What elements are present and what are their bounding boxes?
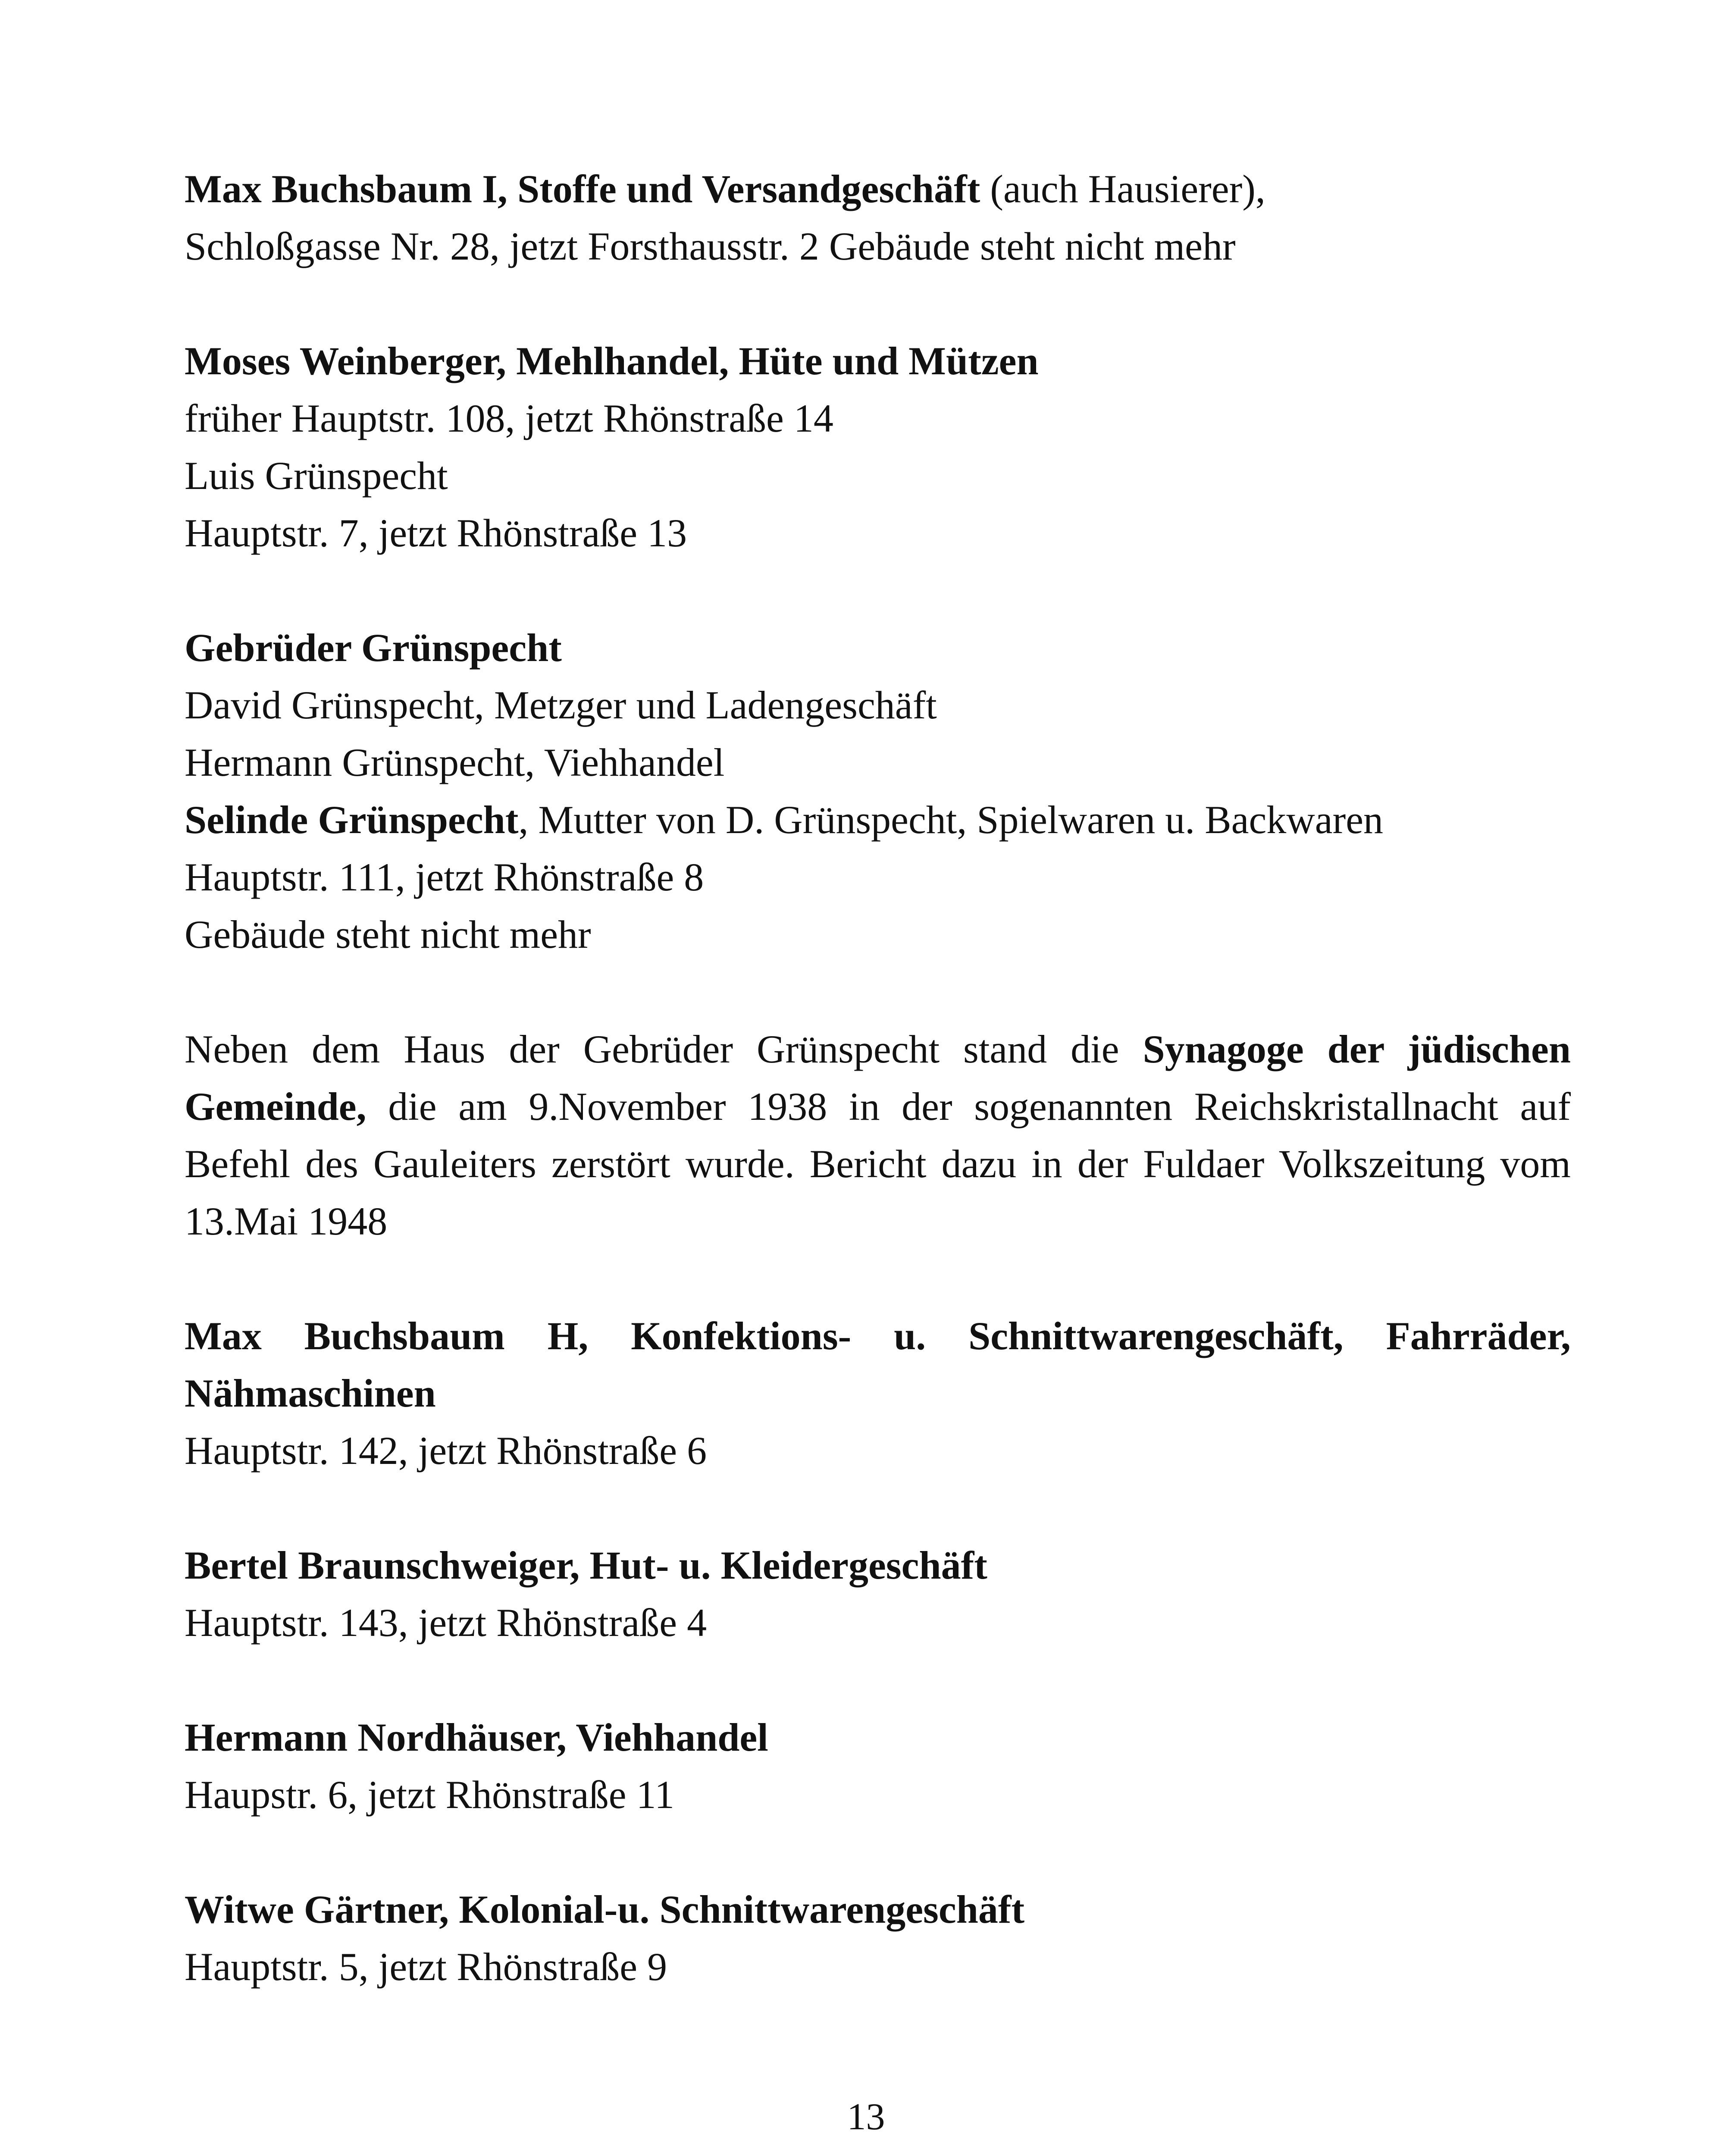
entry-title-line [185, 160, 1571, 218]
entry-address: Haupstr. 6, jetzt Rhönstraße 11 [185, 1773, 675, 1817]
entry-address: Hauptstr. 143, jetzt Rhönstraße 4 [185, 1601, 707, 1645]
entry-title: Witwe Gärtner, Kolonial-u. Schnittwarengeschäft [185, 1887, 1025, 1931]
entry-person: Luis Grünspecht [185, 454, 448, 498]
document-page [185, 160, 1571, 2053]
entry-moses-weinberger [185, 332, 1571, 562]
paragraph-text: Neben dem Haus der Gebrüder Grünspecht stand die [185, 1027, 1143, 1071]
entry-title: Max Buchsbaum I, Stoffe und Versandgeschäft [185, 167, 980, 211]
entry-note: Gebäude steht nicht mehr [185, 912, 591, 956]
entry-address: Hauptstr. 111, jetzt Rhönstraße 8 [185, 855, 704, 899]
entry-title: Hermann Nordhäuser, Viehhandel [185, 1715, 768, 1759]
entry-person-desc: , Mutter von D. Grünspecht, Spielwaren u. Backwaren [518, 798, 1384, 842]
entry-person-name: Selinde Grünspecht [185, 798, 519, 842]
entry-person: Hermann Grünspecht, Viehhandel [185, 740, 725, 784]
entry-address: Schloßgasse Nr. 28, jetzt Forsthausstr. 2 Gebäude steht nicht mehr [185, 224, 1236, 268]
entry-max-buchsbaum-h [185, 1307, 1571, 1479]
entry-person-line [185, 791, 1571, 849]
entry-address: Hauptstr. 142, jetzt Rhönstraße 6 [185, 1429, 707, 1473]
entry-address: Hauptstr. 5, jetzt Rhönstraße 9 [185, 1945, 667, 1989]
paragraph-bold: Synagoge der jüdischen Gemeinde, [185, 1027, 1571, 1128]
page-number: 13 [847, 2096, 885, 2138]
entry-title-suffix: (auch Hausierer), [980, 167, 1265, 211]
synagogue-paragraph [185, 1021, 1571, 1250]
entry-title: Gebrüder Grünspecht [185, 626, 562, 670]
entry-bertel-braunschweiger [185, 1537, 1571, 1651]
entry-witwe-gaertner [185, 1881, 1571, 1996]
entry-hermann-nordhaeuser [185, 1709, 1571, 1824]
entry-title: Bertel Braunschweiger, Hut- u. Kleidergeschäft [185, 1543, 987, 1587]
entry-address: Hauptstr. 7, jetzt Rhönstraße 13 [185, 511, 687, 555]
entry-address: früher Hauptstr. 108, jetzt Rhönstraße 14 [185, 396, 833, 440]
entry-person: David Grünspecht, Metzger und Ladengeschäft [185, 683, 937, 727]
paragraph-text: die am 9.November 1938 in der sogenannten Reichskristallnacht auf Befehl des Gauleiters zerstört wurde. Bericht dazu in der Fuldaer Volkszeitung vom 13.Mai 1948 [185, 1084, 1571, 1243]
entry-title: Max Buchsbaum H, Konfektions- u. Schnittwarengeschäft, Fahrräder, Nähmaschinen [185, 1314, 1571, 1415]
entry-gebrueder-gruenspecht [185, 619, 1571, 963]
entry-title: Moses Weinberger, Mehlhandel, Hüte und Mützen [185, 339, 1039, 383]
entry-max-buchsbaum-i [185, 160, 1571, 275]
